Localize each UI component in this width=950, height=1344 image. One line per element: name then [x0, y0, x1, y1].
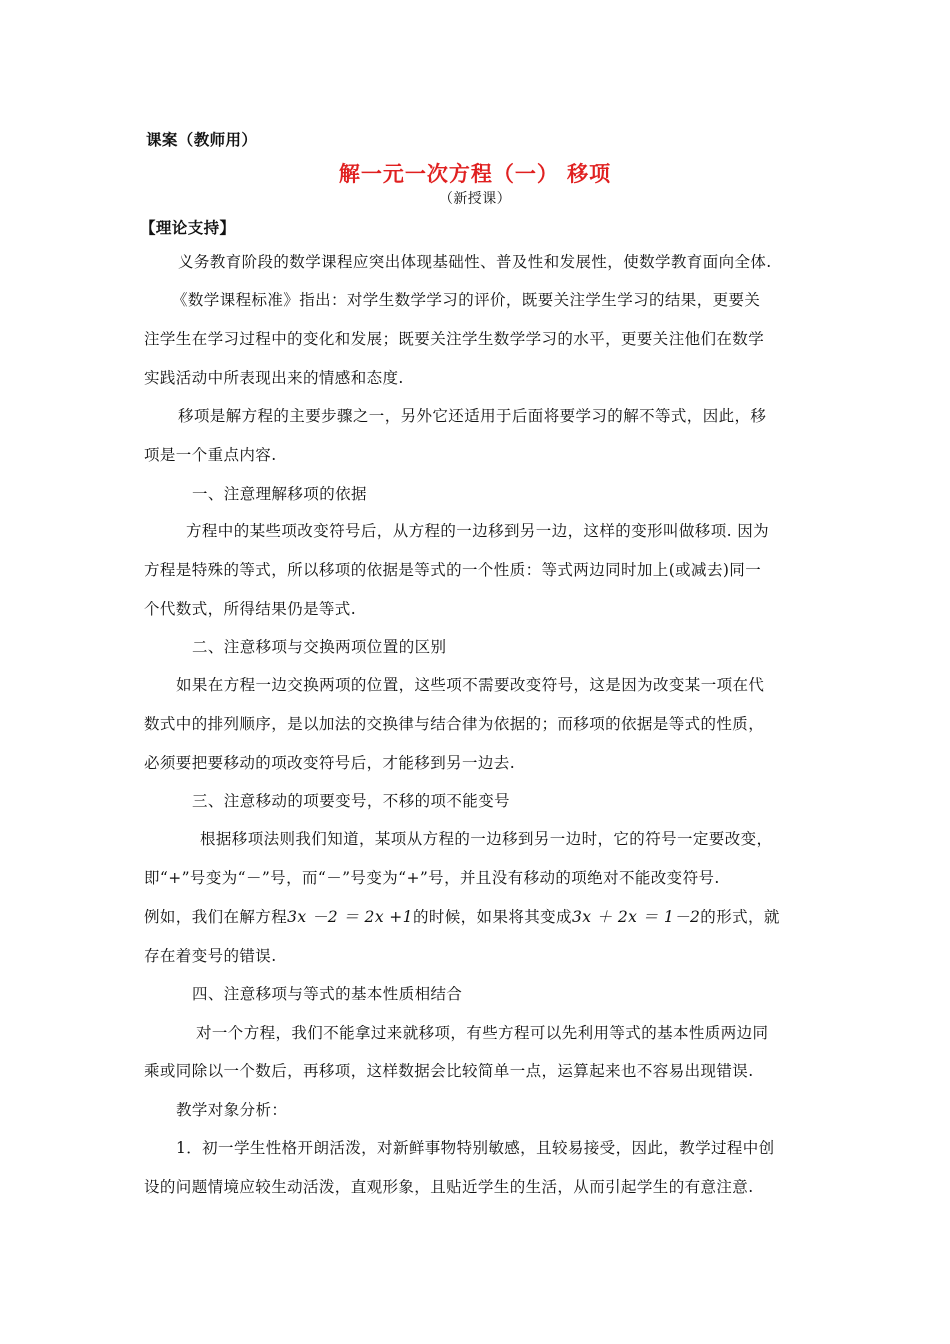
subsection-heading: 一、注意理解移项的依据: [192, 485, 367, 503]
header-label: 课案（教师用）: [146, 130, 258, 149]
paragraph-line: 数式中的排列顺序，是以加法的交换律与结合律为依据的；而移项的依据是等式的性质，: [144, 715, 765, 733]
paragraph-line: 个代数式，所得结果仍是等式.: [144, 600, 357, 618]
equation-wrong: 3x ＋ 2x ＝ 1－2: [571, 908, 701, 926]
paragraph-line: 注学生在学习过程中的变化和发展；既要关注学生数学学习的水平，更要关注他们在数学: [144, 330, 765, 348]
subsection-heading: 三、注意移动的项要变号，不移的项不能变号: [192, 792, 511, 810]
paragraph-line: 对一个方程，我们不能拿过来就移项，有些方程可以先利用等式的基本性质两边同: [196, 1024, 769, 1042]
paragraph-line: 1．初一学生性格开朗活泼，对新鲜事物特别敏感，且较易接受，因此，教学过程中创: [176, 1139, 775, 1157]
paragraph-line: 方程中的某些项改变符号后，从方程的一边移到另一边，这样的变形叫做移项. 因为: [186, 522, 770, 540]
paragraph-line: 义务教育阶段的数学课程应突出体现基础性、普及性和发展性，使数学教育面向全体.: [178, 253, 772, 271]
paragraph-line: 方程是特殊的等式，所以移项的依据是等式的一个性质：等式两边同时加上(或减去)同一: [144, 561, 762, 579]
example-middle: 的时候，如果将其变成: [412, 908, 572, 926]
paragraph-line: 《数学课程标准》指出：对学生数学学习的评价，既要关注学生学习的结果，更要关: [172, 291, 761, 309]
example-suffix: 的形式，就: [700, 908, 780, 926]
paragraph-line: 项是一个重点内容.: [144, 446, 277, 464]
paragraph-line: 即“+”号变为“－”号，而“－”号变为“+”号，并且没有移动的项绝对不能改变符号.: [144, 869, 720, 887]
equation-original: 3x －2 ＝ 2x +1: [287, 908, 413, 926]
paragraph-line: 乘或同除以一个数后，再移项，这样数据会比较简单一点，运算起来也不容易出现错误.: [144, 1062, 754, 1080]
analysis-heading: 教学对象分析：: [176, 1101, 288, 1119]
paragraph-line: 必须要把要移动的项改变符号后，才能移到另一边去.: [144, 754, 516, 772]
paragraph-line: 移项是解方程的主要步骤之一，另外它还适用于后面将要学习的解不等式，因此，移: [178, 407, 767, 425]
subsection-heading: 四、注意移项与等式的基本性质相结合: [192, 985, 463, 1003]
document-title: 解一元一次方程（一） 移项: [338, 161, 612, 186]
paragraph-line: 实践活动中所表现出来的情感和态度.: [144, 369, 404, 387]
paragraph-line: 设的问题情境应较生动活泼，直观形象，且贴近学生的生活，从而引起学生的有意注意.: [144, 1178, 754, 1196]
section-heading: 【理论支持】: [140, 218, 236, 237]
paragraph-line: 根据移项法则我们知道，某项从方程的一边移到另一边时，它的符号一定要改变，: [200, 830, 773, 848]
paragraph-line: 如果在方程一边交换两项的位置，这些项不需要改变符号，这是因为改变某一项在代: [176, 676, 765, 694]
paragraph-line: 存在着变号的错误.: [144, 947, 277, 965]
example-prefix: 例如，我们在解方程: [144, 908, 288, 926]
subsection-heading: 二、注意移项与交换两项位置的区别: [192, 638, 447, 656]
document-subtitle: （新授课）: [439, 191, 511, 207]
example-line: [144, 905, 780, 927]
